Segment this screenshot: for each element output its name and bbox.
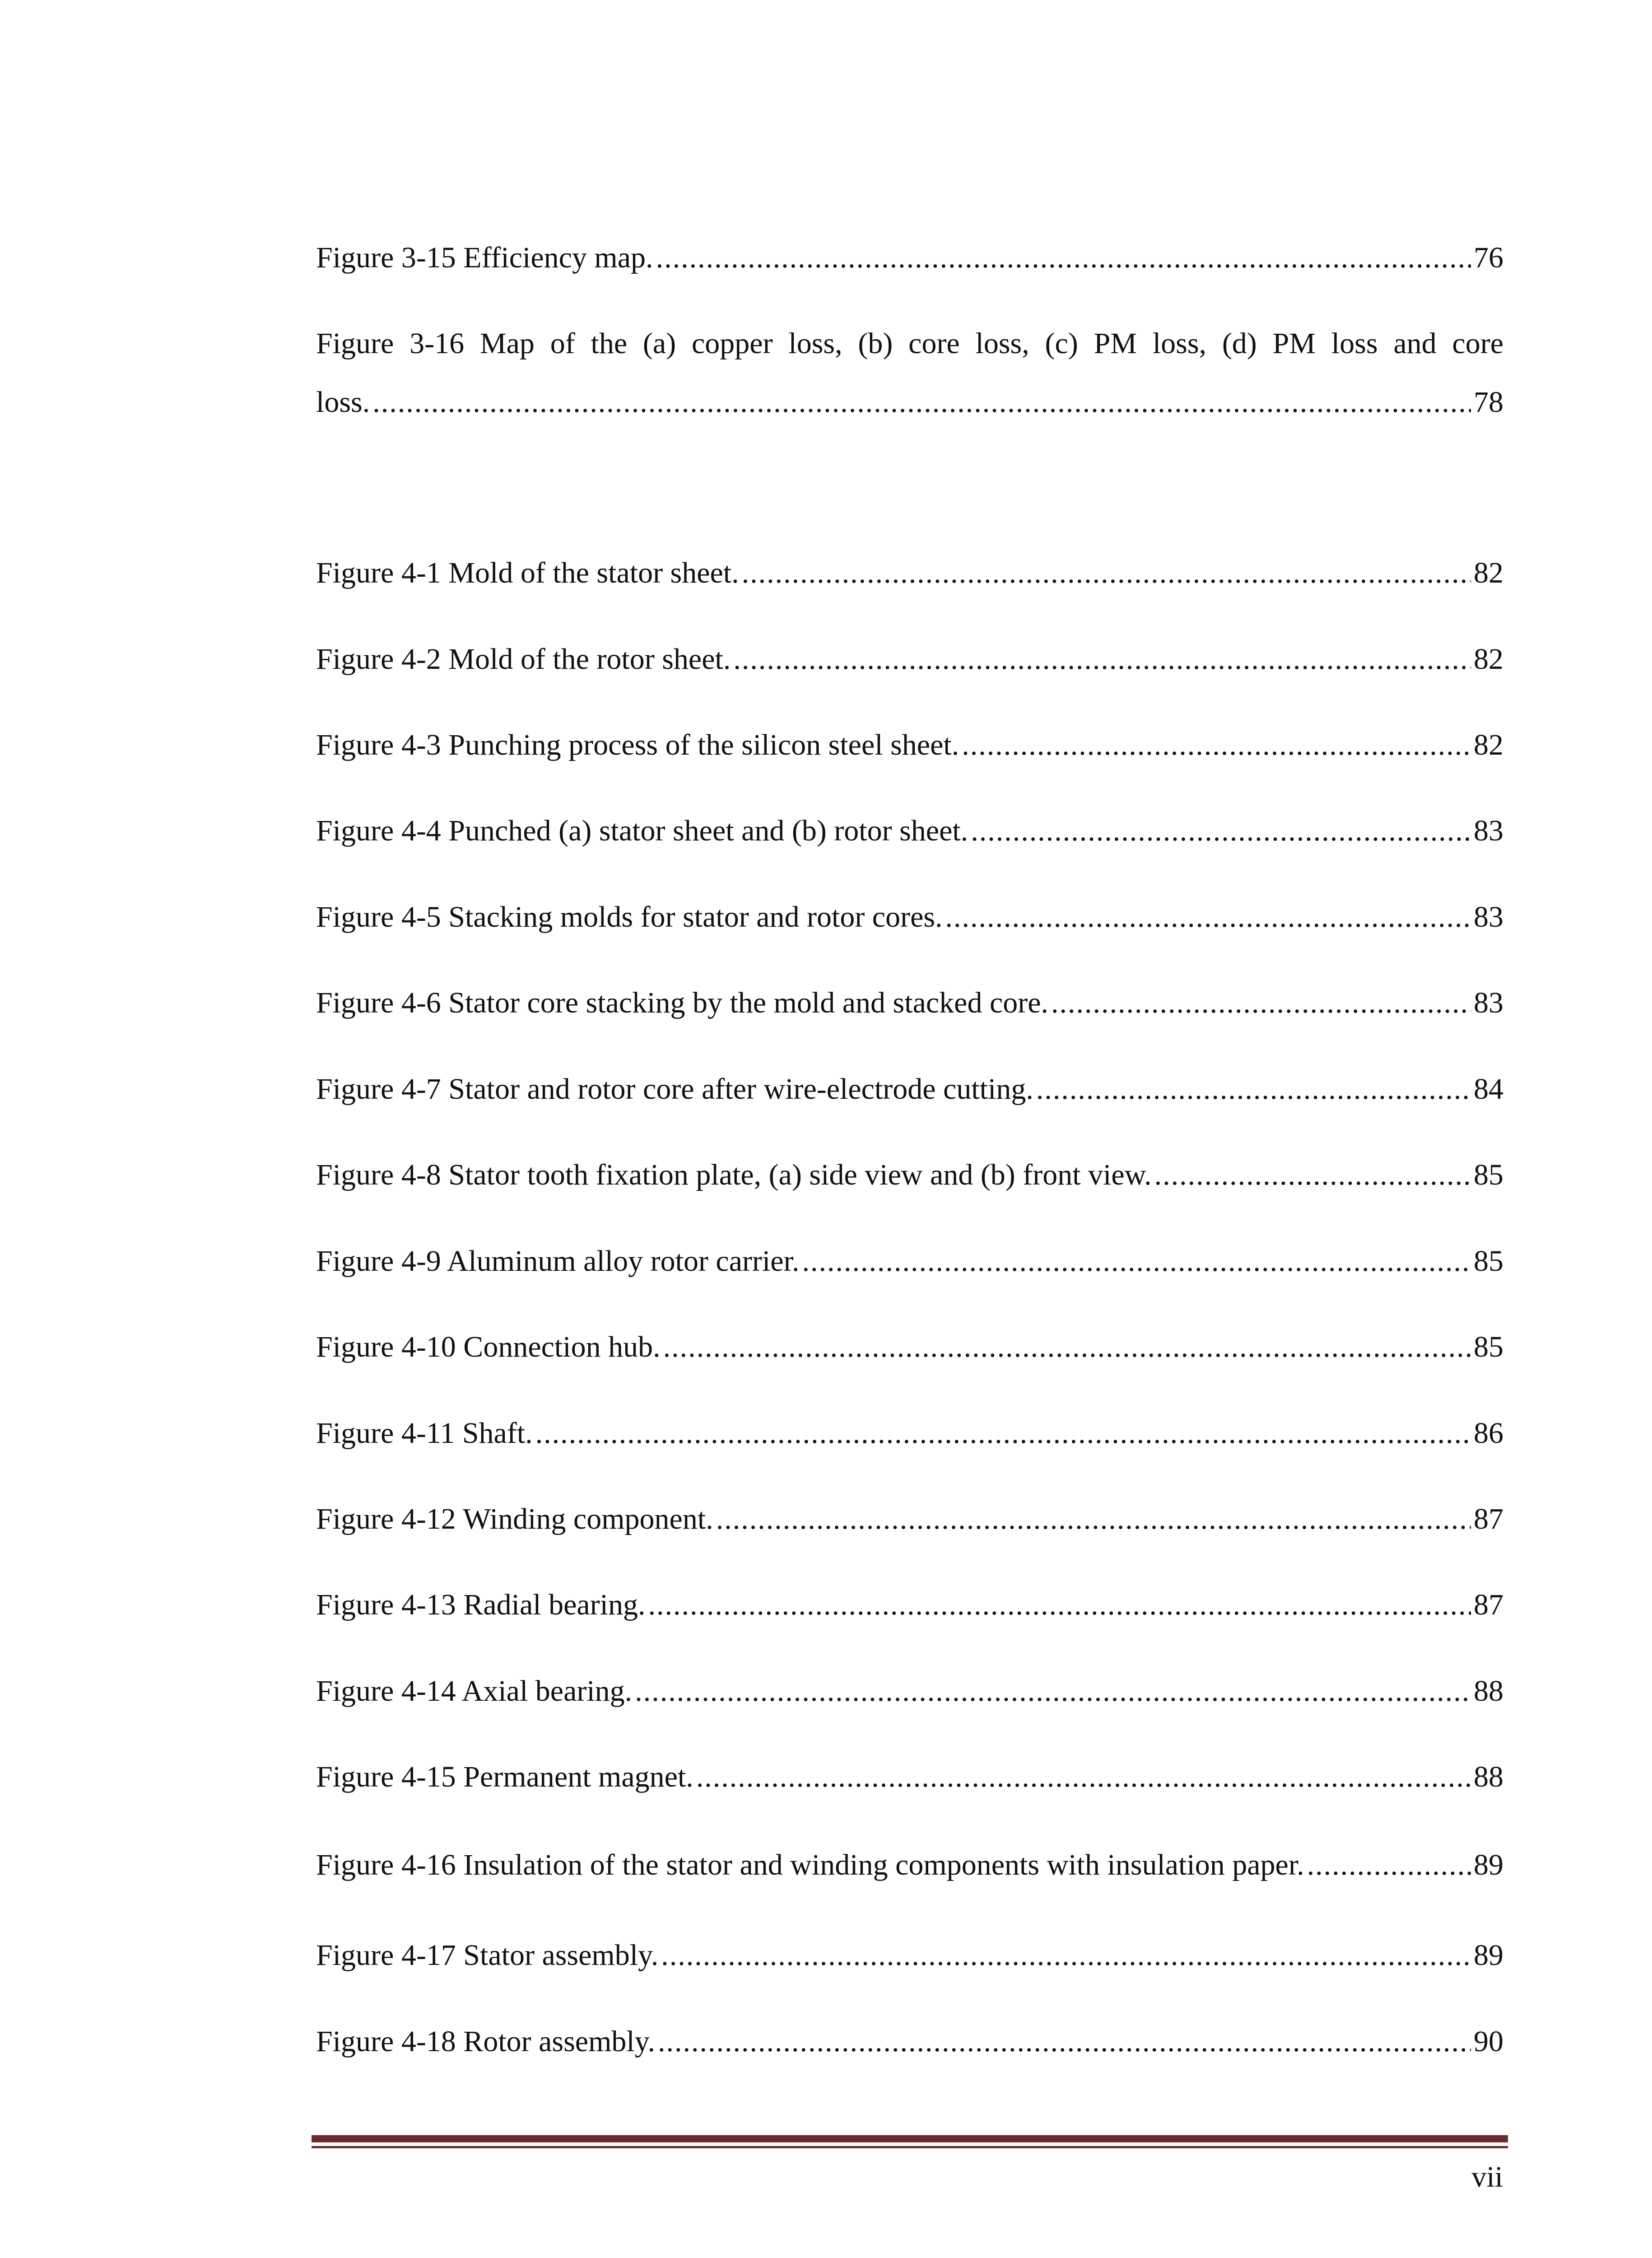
- dot-leader: [962, 730, 1471, 760]
- toc-entry-title: Figure 4-8 Stator tooth fixation plate, (a) side view and (b) front view.: [316, 1158, 1152, 1191]
- toc-entry-page: 85: [1474, 1330, 1503, 1363]
- toc-entry-title: Figure 4-7 Stator and rotor core after wire-electrode cutting.: [316, 1073, 1033, 1106]
- dot-leader: [535, 1418, 1471, 1448]
- toc-entry-page: 89: [1474, 1939, 1503, 1972]
- toc-entry-page: 86: [1474, 1417, 1503, 1450]
- toc-entry-page: 76: [1474, 241, 1503, 274]
- dot-leader: [661, 1941, 1471, 1970]
- toc-entry-title-line1: Figure 3-16 Map of the (a) copper loss, (b) core loss, (c) PM loss, (d) PM loss and core: [316, 327, 1503, 360]
- toc-entry-title: Figure 4-6 Stator core stacking by the mold and stacked core.: [316, 986, 1049, 1019]
- toc-entry: [316, 1160, 1503, 1190]
- toc-entry-title: Figure 4-3 Punching process of the silicon steel sheet.: [316, 728, 959, 761]
- toc-entry-page: 88: [1474, 1675, 1503, 1707]
- toc-entry: [316, 1332, 1503, 1362]
- toc-entry-page: 90: [1474, 2025, 1503, 2058]
- toc-entry-title: Figure 4-16 Insulation of the stator and winding components with insulation paper.: [316, 1848, 1304, 1881]
- toc-entry-title: Figure 4-11 Shaft.: [316, 1417, 533, 1450]
- toc-entry-page: 85: [1474, 1245, 1503, 1278]
- toc-entry: [316, 1504, 1503, 1534]
- toc-entry: [316, 1762, 1503, 1792]
- page-number: vii: [1471, 2160, 1503, 2193]
- toc-entry-page: 82: [1474, 643, 1503, 676]
- toc-entry-page: 87: [1474, 1588, 1503, 1621]
- dot-leader: [742, 558, 1471, 588]
- dot-leader: [656, 243, 1471, 273]
- toc-entry-title: Figure 4-14 Axial bearing.: [316, 1675, 633, 1707]
- toc-entry-title: Figure 3-15 Efficiency map.: [316, 241, 653, 274]
- toc-entry: [316, 1676, 1503, 1706]
- dot-leader: [1307, 1850, 1471, 1880]
- toc-entry-title: Figure 4-12 Winding component.: [316, 1502, 713, 1535]
- dot-leader: [945, 902, 1471, 932]
- toc-entry-page: 85: [1474, 1158, 1503, 1191]
- toc-entry-title: loss.: [316, 386, 370, 419]
- toc-entry-page: 78: [1474, 386, 1503, 419]
- toc-entry-page: 82: [1474, 556, 1503, 589]
- toc-entry: [316, 1590, 1503, 1620]
- toc-entry: [316, 730, 1503, 760]
- toc-entry-title: Figure 4-15 Permanent magnet.: [316, 1760, 693, 1793]
- dot-leader: [658, 2027, 1471, 2057]
- dot-leader: [1154, 1160, 1471, 1190]
- toc-entry-page: 88: [1474, 1760, 1503, 1793]
- toc-entry-page: 82: [1474, 728, 1503, 761]
- toc-entry-title: Figure 4-18 Rotor assembly.: [316, 2025, 655, 2058]
- toc-entry-page: 87: [1474, 1502, 1503, 1535]
- toc-entry: [316, 902, 1503, 932]
- dot-leader: [716, 1504, 1471, 1534]
- dot-leader: [663, 1332, 1471, 1362]
- footer-rule-thin: [312, 2146, 1508, 2148]
- toc-entry-title: Figure 4-10 Connection hub.: [316, 1330, 661, 1363]
- toc-entry-title: Figure 4-9 Aluminum alloy rotor carrier.: [316, 1245, 800, 1278]
- dot-leader: [696, 1762, 1471, 1792]
- dot-leader: [1036, 1074, 1471, 1104]
- dot-leader: [635, 1676, 1471, 1706]
- toc-entry: [316, 644, 1503, 674]
- toc-entry-page: 83: [1474, 814, 1503, 847]
- toc-entry: [316, 329, 1503, 417]
- toc-entry: [316, 2027, 1503, 2057]
- toc-entry: [316, 558, 1503, 588]
- toc-entry-title: Figure 4-13 Radial bearing.: [316, 1588, 646, 1621]
- toc-entry-title: Figure 4-1 Mold of the stator sheet.: [316, 556, 739, 589]
- toc-entry: [316, 1246, 1503, 1276]
- toc-entry: [316, 1074, 1503, 1104]
- toc-entry-title: Figure 4-5 Stacking molds for stator and rotor cores.: [316, 900, 943, 933]
- footer-rule: [312, 2135, 1508, 2142]
- toc-entry: [316, 1418, 1503, 1448]
- dot-leader: [648, 1590, 1471, 1620]
- toc-entry-page: 84: [1474, 1073, 1503, 1106]
- dot-leader: [802, 1246, 1471, 1276]
- toc-entry: [316, 243, 1503, 273]
- dot-leader: [1051, 988, 1471, 1018]
- toc-entry-title: Figure 4-17 Stator assembly.: [316, 1939, 659, 1972]
- toc-entry-page: 83: [1474, 986, 1503, 1019]
- toc-entry: [316, 816, 1503, 846]
- toc-entry-title: Figure 4-2 Mold of the rotor sheet.: [316, 643, 731, 676]
- toc-entry: [316, 988, 1503, 1018]
- toc-entry: [316, 1850, 1503, 1880]
- dot-leader: [733, 644, 1471, 674]
- toc-entry: [316, 1941, 1503, 1970]
- dot-leader: [372, 387, 1471, 417]
- toc-entry-page: 83: [1474, 900, 1503, 933]
- toc-entry-title: Figure 4-4 Punched (a) stator sheet and (b) rotor sheet.: [316, 814, 968, 847]
- toc-entry-page: 89: [1474, 1848, 1503, 1881]
- dot-leader: [971, 816, 1471, 846]
